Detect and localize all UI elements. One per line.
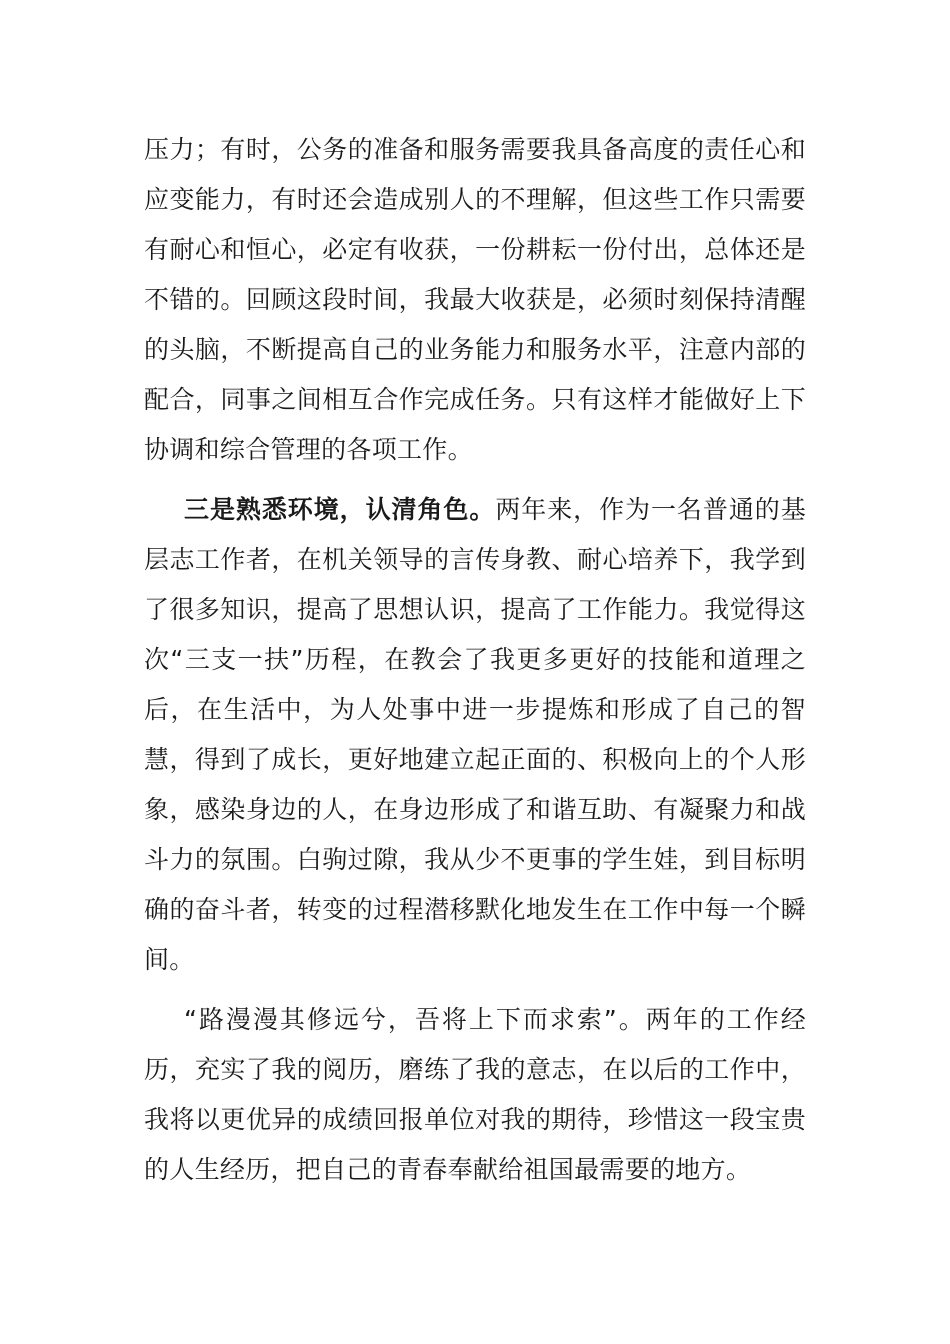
paragraph-1-text: 压力；有时，公务的准备和服务需要我具备高度的责任心和应变能力，有时还会造成别人的不理解，但这些工作只需要有耐心和恒心，必定有收获，一份耕耘一份付出，总体还是不错的。回顾这段时间，我最大收获是，必须时刻保持清醒的头脑，不断提高自己的业务能力和服务水平，注意内部的配合，同事之间相互合作完成任务。只有这样才能做好上下协调和综合管理的各项工作。 xyxy=(144,135,806,464)
paragraph-3-text: “路漫漫其修远兮，吾将上下而求索”。两年的工作经历，充实了我的阅历，磨练了我的意志，在以后的工作中，我将以更优异的成绩回报单位对我的期待，珍惜这一段宝贵的人生经历，把自己的青春奉献给祖国最需要的地方。 xyxy=(144,1005,806,1184)
paragraph-2-text: 两年来，作为一名普通的基层志工作者，在机关领导的言传身教、耐心培养下，我学到了很多知识，提高了思想认识，提高了工作能力。我觉得这次“三支一扶”历程，在教会了我更多更好的技能和道理之后，在生活中，为人处事中进一步提炼和形成了自己的智慧，得到了成长，更好地建立起正面的、积极向上的个人形象，感染身边的人，在身边形成了和谐互助、有凝聚力和战斗力的氛围。白驹过隙，我从少不更事的学生娃，到目标明确的奋斗者，转变的过程潜移默化地发生在工作中每一个瞬间。 xyxy=(144,495,806,974)
paragraph-2 xyxy=(144,485,806,985)
paragraph-1 xyxy=(144,125,806,475)
document-body xyxy=(144,125,806,1205)
paragraph-3 xyxy=(144,995,806,1195)
paragraph-2-lead: 三是熟悉环境，认清角色。 xyxy=(184,495,496,524)
